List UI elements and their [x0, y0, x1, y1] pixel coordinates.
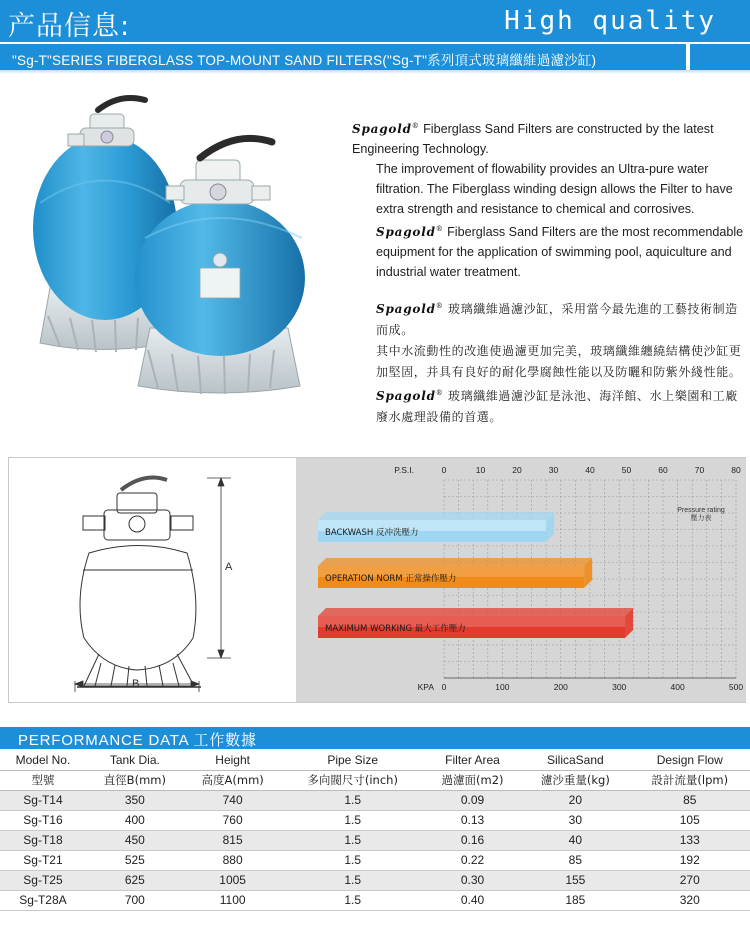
table-cell: 185: [521, 890, 629, 910]
bar-label: MAXIMUM WORKING 最大工作壓力: [325, 624, 466, 634]
table-cell: Sg-T28A: [0, 890, 86, 910]
desc-en-paragraph-1: Spagold® Fiberglass Sand Filters are constructed by the latest Engineering Technology.: [352, 122, 714, 156]
bottom-axis-tick-label: 200: [553, 682, 568, 692]
table-cell: 815: [184, 830, 282, 850]
table-cell: 350: [86, 790, 184, 810]
table-cell: 20: [521, 790, 629, 810]
series-bar-shadow: [0, 70, 750, 74]
top-axis-tick-label: 60: [658, 465, 668, 475]
table-row: [0, 870, 750, 890]
top-axis-tick-label: 20: [512, 465, 522, 475]
table-cell: 85: [629, 790, 750, 810]
product-photo: [20, 88, 350, 398]
table-cell: 0.30: [424, 870, 521, 890]
table-cell: 133: [629, 830, 750, 850]
column-header: Design Flow: [629, 750, 750, 770]
desc-en-paragraph-2: The improvement of flowability provides an Ultra-pure water filtration. The Fiberglass winding design allows the Filter to have extra strength and resistance to chemical and corrosives.: [376, 162, 733, 216]
table-cell: 760: [184, 810, 282, 830]
product-description: [352, 116, 746, 428]
brand-logo: Spagold®: [352, 122, 420, 136]
table-header-row-en: [0, 750, 750, 770]
table-cell: 525: [86, 850, 184, 870]
series-title-bar: [0, 44, 686, 70]
brand-logo: Spagold®: [376, 225, 444, 239]
table-cell: 400: [86, 810, 184, 830]
table-cell: 85: [521, 850, 629, 870]
table-cell: 1100: [184, 890, 282, 910]
column-header: Height: [184, 750, 282, 770]
technical-drawing: [9, 458, 294, 702]
top-axis-tick-label: 40: [585, 465, 595, 475]
column-header-cn: 多向閥尺寸(inch): [282, 770, 424, 790]
bottom-axis-tick-label: 400: [670, 682, 685, 692]
table-cell: 30: [521, 810, 629, 830]
table-cell: 192: [629, 850, 750, 870]
column-header: SilicaSand: [521, 750, 629, 770]
bar-top-face: [318, 558, 592, 566]
top-axis-tick-label: 30: [548, 465, 559, 475]
column-header-cn: 過濾面(m2): [424, 770, 521, 790]
table-cell: Sg-T16: [0, 810, 86, 830]
top-axis-tick-label: 80: [731, 465, 741, 475]
column-header-cn: 直徑B(mm): [86, 770, 184, 790]
top-axis-tick-label: 0: [441, 465, 447, 475]
series-bar-tail: [690, 44, 750, 70]
table-cell: 1.5: [282, 870, 424, 890]
desc-cn-paragraph-3: Spagold® 玻璃纖維過濾沙缸是泳池、海洋館、水上樂園和工廠廢水處理設備的首選。: [376, 389, 738, 424]
column-header: Model No.: [0, 750, 86, 770]
table-row: [0, 810, 750, 830]
bar-label: BACKWASH 反冲洗壓力: [325, 528, 419, 538]
table-cell: 1.5: [282, 810, 424, 830]
table-cell: 450: [86, 830, 184, 850]
table-cell: Sg-T18: [0, 830, 86, 850]
bottom-axis-tick-label: 500: [728, 682, 744, 692]
table-cell: 270: [629, 870, 750, 890]
brand-logo: Spagold®: [376, 389, 444, 403]
series-title: "Sg-T"SERIES FIBERGLASS TOP-MOUNT SAND FILTERS("Sg-T"系列頂式玻璃纖維過濾沙缸): [12, 53, 597, 68]
bar-top-face: [318, 608, 633, 616]
table-cell: 1.5: [282, 850, 424, 870]
page-title: 产品信息:: [8, 11, 131, 42]
header-bar: [0, 0, 750, 42]
bar-top-face: [318, 512, 554, 520]
bottom-axis-label: KPA: [417, 682, 434, 692]
table-cell: 0.16: [424, 830, 521, 850]
table-cell: 1.5: [282, 830, 424, 850]
table-cell: 740: [184, 790, 282, 810]
brand-logo: Spagold®: [376, 302, 444, 316]
table-cell: 0.22: [424, 850, 521, 870]
table-row: [0, 830, 750, 850]
table-cell: 0.09: [424, 790, 521, 810]
table-cell: Sg-T21: [0, 850, 86, 870]
column-header-cn: 濾沙重量(kg): [521, 770, 629, 790]
table-cell: 700: [86, 890, 184, 910]
table-header-row-cn: [0, 770, 750, 790]
column-header: Filter Area: [424, 750, 521, 770]
table-cell: 1.5: [282, 790, 424, 810]
desc-en-paragraph-3: Spagold® Fiberglass Sand Filters are the most recommendable equipment for the application of swimming pool, aquiculture and industrial water treatment.: [376, 225, 744, 279]
column-header: Pipe Size: [282, 750, 424, 770]
top-axis-tick-label: 10: [475, 465, 486, 475]
table-cell: 0.40: [424, 890, 521, 910]
table-cell: 1.5: [282, 890, 424, 910]
bottom-axis-tick-label: 300: [612, 682, 627, 692]
column-header-cn: 設計流量(lpm): [629, 770, 750, 790]
pressure-rating-chart: [296, 458, 746, 702]
bottom-axis-tick-label: 100: [495, 682, 510, 692]
dimension-b-label: B: [132, 678, 140, 690]
top-axis-tick-label: 70: [694, 465, 705, 475]
table-cell: Sg-T14: [0, 790, 86, 810]
table-cell: 40: [521, 830, 629, 850]
dimension-a-label: A: [225, 561, 233, 573]
table-cell: 320: [629, 890, 750, 910]
table-cell: 1005: [184, 870, 282, 890]
table-row: [0, 850, 750, 870]
spec-diagram-panel: [8, 457, 746, 703]
desc-cn-paragraph-1: Spagold® 玻璃纖維過濾沙缸，采用當今最先進的工藝技術制造而成。: [376, 302, 738, 337]
top-axis-label: P.S.I.: [394, 465, 414, 475]
tagline: High quality: [504, 6, 716, 36]
table-cell: 0.13: [424, 810, 521, 830]
performance-table: [0, 750, 750, 911]
bar-label: OPERATION NORM 正常操作壓力: [325, 574, 457, 584]
table-cell: 625: [86, 870, 184, 890]
column-header: Tank Dia.: [86, 750, 184, 770]
chart-title-cn: 壓力表: [690, 514, 712, 522]
table-row: [0, 890, 750, 910]
performance-title-bar: [0, 727, 750, 749]
table-cell: Sg-T25: [0, 870, 86, 890]
table-row: [0, 790, 750, 810]
top-axis-tick-label: 50: [621, 465, 632, 475]
chart-title: Pressure rating: [677, 507, 725, 514]
table-cell: 105: [629, 810, 750, 830]
desc-cn-paragraph-2: 其中水流動性的改進使過濾更加完美，玻璃纖維纏繞結構使沙缸更加堅固，并具有良好的耐化學腐蝕性能以及防曬和防紫外綫性能。: [376, 344, 742, 379]
table-cell: 155: [521, 870, 629, 890]
column-header-cn: 型號: [0, 770, 86, 790]
table-cell: 880: [184, 850, 282, 870]
performance-title: PERFORMANCE DATA 工作數據: [18, 732, 257, 749]
bottom-axis-tick-label: 0: [441, 682, 447, 692]
column-header-cn: 高度A(mm): [184, 770, 282, 790]
